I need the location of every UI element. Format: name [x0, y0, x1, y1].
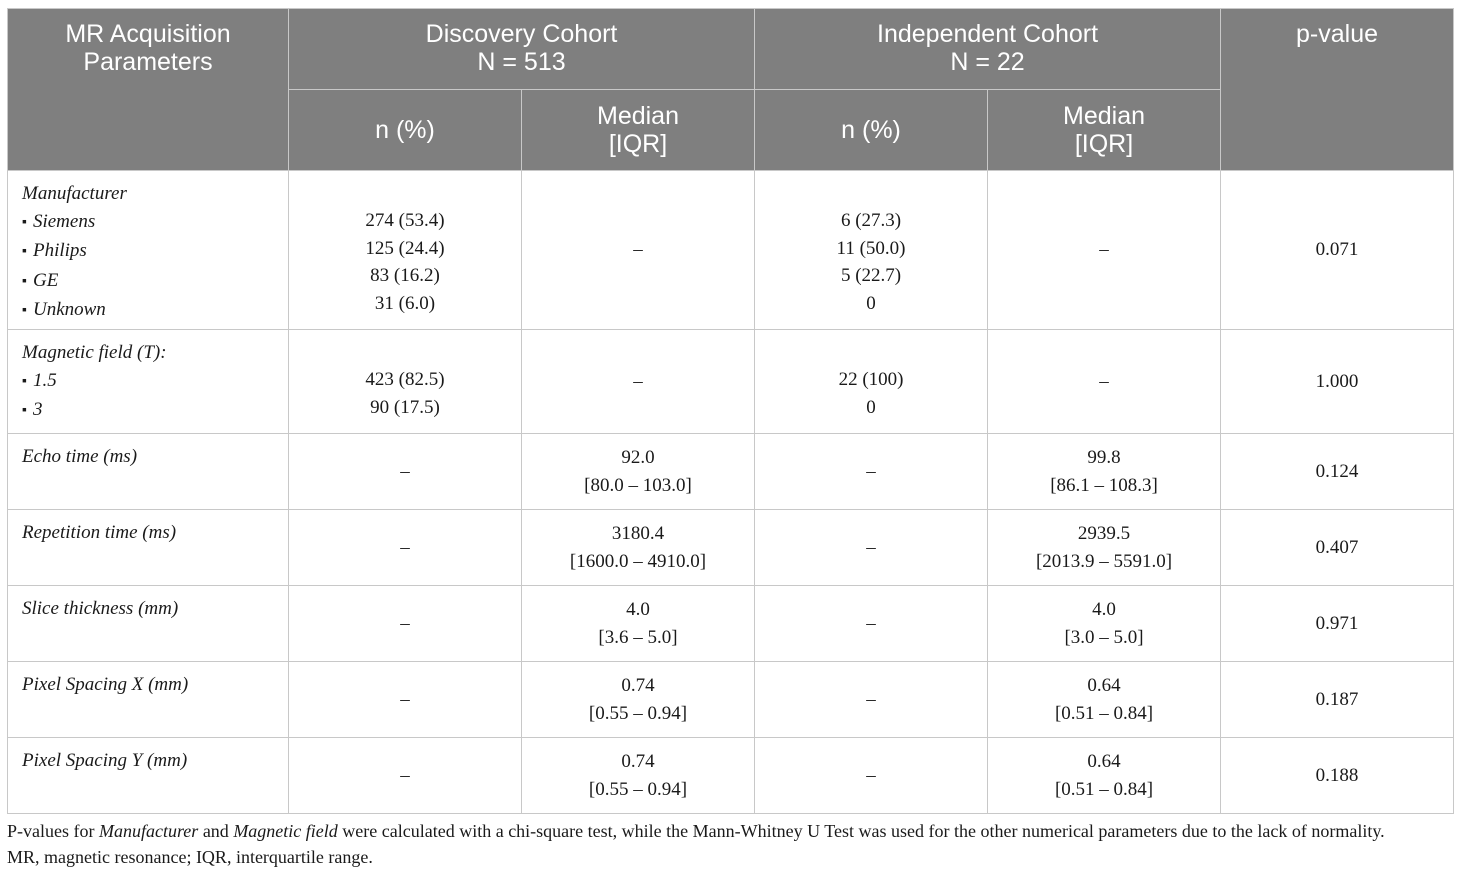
header-disc-n-pct: n (%)	[289, 90, 522, 171]
iqr-label: [IQR]	[1074, 130, 1134, 158]
ind-n-pct-cell: –	[755, 586, 988, 662]
ind-median-cell	[988, 510, 1221, 586]
list-item: ▪ GE	[22, 269, 59, 291]
iqr-value: [1600.0 – 4910.0]	[569, 550, 707, 572]
value: 5 (22.7)	[840, 265, 902, 286]
mr-acquisition-table	[7, 8, 1454, 814]
independent-cohort-n: N = 22	[950, 48, 1025, 76]
value: 423 (82.5)	[365, 369, 445, 390]
header-parameters: MR Acquisition Parameters	[8, 9, 289, 171]
median-value: 99.8	[1087, 447, 1121, 468]
disc-n-pct-cell: –	[289, 738, 522, 814]
header-discovery-cohort	[289, 9, 755, 90]
value: 22 (100)	[838, 369, 904, 390]
median-value: 4.0	[1092, 599, 1116, 620]
ind-median-cell	[988, 738, 1221, 814]
list-item: ▪ 3	[22, 399, 43, 420]
pvalue-cell: 1.000	[1221, 330, 1454, 434]
table-footnote	[7, 818, 1457, 870]
table-row	[8, 738, 1454, 814]
value: 31 (6.0)	[374, 292, 436, 314]
bullet-icon: ▪	[22, 273, 27, 289]
disc-median-cell	[522, 662, 755, 738]
row-parameter	[8, 171, 289, 330]
pvalue-cell: 0.124	[1221, 434, 1454, 510]
table-row	[8, 434, 1454, 510]
header-ind-n-pct: n (%)	[755, 90, 988, 171]
table-row	[8, 330, 1454, 434]
pvalue-cell: 0.188	[1221, 738, 1454, 814]
ind-median-cell: –	[988, 171, 1221, 330]
ind-n-pct-cell: –	[755, 510, 988, 586]
value: 11 (50.0)	[836, 237, 906, 259]
bullet-icon: ▪	[22, 214, 27, 230]
independent-cohort-title: Independent Cohort	[877, 20, 1099, 48]
disc-n-pct-cell: –	[289, 662, 522, 738]
ind-n-pct-cell: –	[755, 434, 988, 510]
ind-n-pct-cell: –	[755, 662, 988, 738]
bullet-icon: ▪	[22, 244, 27, 259]
iqr-label: [IQR]	[608, 130, 668, 158]
pvalue-cell: 0.407	[1221, 510, 1454, 586]
value: 274 (53.4)	[365, 210, 445, 231]
table-row	[8, 171, 1454, 330]
disc-n-pct-cell: –	[289, 434, 522, 510]
row-parameter	[8, 330, 289, 434]
disc-median-cell	[522, 510, 755, 586]
median-value: 92.0	[621, 447, 655, 468]
iqr-value: [80.0 – 103.0]	[584, 474, 692, 496]
median-value: 2939.5	[1077, 523, 1131, 544]
pvalue-cell: 0.971	[1221, 586, 1454, 662]
row-parameter: Slice thickness (mm)	[8, 586, 289, 662]
disc-median-cell	[522, 586, 755, 662]
disc-median-cell	[522, 738, 755, 814]
ind-median-cell	[988, 586, 1221, 662]
disc-median-cell: –	[522, 171, 755, 330]
iqr-value: [3.6 – 5.0]	[598, 626, 678, 648]
disc-n-pct-cell: –	[289, 586, 522, 662]
ind-median-cell	[988, 434, 1221, 510]
disc-n-pct-cell: –	[289, 510, 522, 586]
header-pvalue: p-value	[1221, 9, 1454, 171]
iqr-value: [0.51 – 0.84]	[1054, 778, 1154, 800]
iqr-value: [86.1 – 108.3]	[1050, 474, 1158, 496]
iqr-value: [0.55 – 0.94]	[588, 702, 688, 724]
table-row	[8, 510, 1454, 586]
discovery-cohort-title: Discovery Cohort	[425, 20, 618, 48]
row-parameter: Pixel Spacing Y (mm)	[8, 738, 289, 814]
median-label: Median	[1063, 102, 1146, 130]
ind-median-cell: –	[988, 330, 1221, 434]
median-value: 0.74	[621, 751, 655, 772]
list-item: ▪ Siemens	[22, 210, 96, 232]
disc-median-cell	[522, 434, 755, 510]
median-value: 0.74	[621, 675, 655, 696]
median-value: 3180.4	[611, 523, 665, 544]
value: 0	[866, 396, 876, 418]
value: 0	[866, 292, 876, 314]
list-item: ▪ Philips	[22, 240, 87, 261]
row-parameter: Echo time (ms)	[8, 434, 289, 510]
disc-n-pct-cell	[289, 330, 522, 434]
footnote-line-2: MR, magnetic resonance; IQR, interquartile range.	[7, 847, 373, 867]
row-parameter: Repetition time (ms)	[8, 510, 289, 586]
footnote-line-1: P-values for Manufacturer and Magnetic field were calculated with a chi-square test, while the Mann-Whitney U Test was used for the other numerical parameters due to the lack of normality.	[7, 821, 1385, 841]
iqr-value: [0.51 – 0.84]	[1054, 702, 1154, 724]
iqr-value: [3.0 – 5.0]	[1064, 626, 1144, 648]
row-parameter: Pixel Spacing X (mm)	[8, 662, 289, 738]
ind-n-pct-cell: –	[755, 738, 988, 814]
disc-n-pct-cell	[289, 171, 522, 330]
parameter-name: Manufacturer	[22, 183, 127, 204]
bullet-icon: ▪	[22, 373, 27, 389]
median-value: 4.0	[626, 599, 650, 620]
list-item: ▪ Unknown	[22, 299, 106, 320]
disc-median-cell: –	[522, 330, 755, 434]
value: 6 (27.3)	[840, 210, 902, 231]
pvalue-cell: 0.187	[1221, 662, 1454, 738]
value: 125 (24.4)	[365, 237, 445, 259]
bullet-icon: ▪	[22, 403, 27, 418]
ind-n-pct-cell	[755, 330, 988, 434]
table-row	[8, 662, 1454, 738]
pvalue-cell: 0.071	[1221, 171, 1454, 330]
median-label: Median	[597, 102, 679, 130]
median-value: 0.64	[1087, 751, 1121, 772]
median-value: 0.64	[1087, 675, 1121, 696]
parameter-name: Magnetic field (T):	[22, 342, 167, 363]
iqr-value: [2013.9 – 5591.0]	[1035, 550, 1173, 572]
discovery-cohort-n: N = 513	[477, 48, 566, 76]
ind-median-cell	[988, 662, 1221, 738]
table-row	[8, 586, 1454, 662]
header-ind-median	[988, 90, 1221, 171]
value: 90 (17.5)	[370, 396, 440, 418]
ind-n-pct-cell	[755, 171, 988, 330]
value: 83 (16.2)	[370, 265, 440, 286]
header-disc-median	[522, 90, 755, 171]
header-independent-cohort	[755, 9, 1221, 90]
list-item: ▪ 1.5	[22, 369, 57, 391]
iqr-value: [0.55 – 0.94]	[588, 778, 688, 800]
bullet-icon: ▪	[22, 303, 27, 318]
